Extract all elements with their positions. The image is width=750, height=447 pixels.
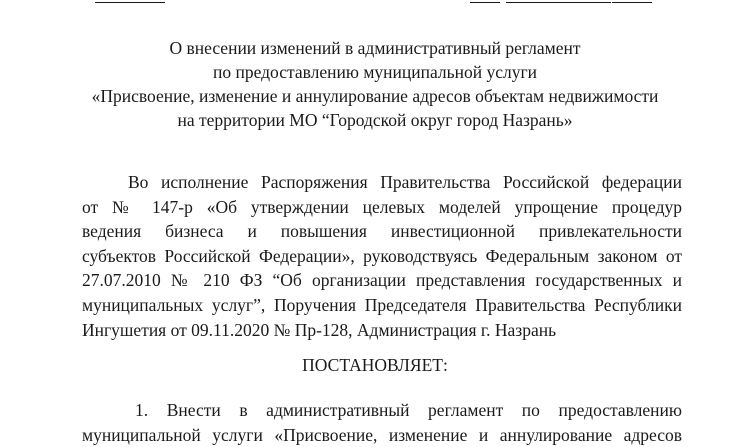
paragraph-line: Во исполнение Распоряжения Правительства Российской федерации [128, 172, 682, 192]
paragraph-line: Ингушетия от 09.11.2020 № Пр-128, Администрация г. Назрань [82, 319, 557, 340]
number-blank-3 [612, 2, 652, 3]
date-number-line [0, 0, 750, 4]
title-line: на территории МО “Городской округ город Назрань» [177, 110, 573, 130]
number-blank-2 [506, 2, 611, 3]
paragraph-line: 27.07.2010 № 210 ФЗ “Об организации представления государственных и [82, 270, 682, 291]
paragraph-line: муниципальной услуги «Присвоение, изменение и аннулирование адресов [82, 424, 682, 445]
clause-1-paragraph [82, 398, 682, 447]
preamble-paragraph [82, 170, 682, 342]
paragraph-line: 1. Внести в административный регламент по предоставлению [135, 400, 682, 420]
document-title [0, 36, 750, 132]
date-blank [95, 2, 165, 3]
paragraph-line: муниципальных услуг”, Поручения Председателя Правительства Республики [82, 294, 682, 315]
paragraph-line: субъектов Российской Федерации», руководствуясь Федеральным законом от [82, 245, 682, 266]
decree-heading: ПОСТАНОВЛЯЕТ: [302, 355, 448, 375]
title-line: по предоставлению муниципальной услуги [212, 62, 538, 82]
title-line: О внесении изменений в административный регламент [169, 38, 581, 58]
title-line: «Присвоение, изменение и аннулирование адресов объектам недвижимости [91, 86, 659, 106]
number-blank-1 [470, 2, 500, 3]
paragraph-line: ведения бизнеса и повышения инвестиционной привлекательности [82, 221, 682, 242]
paragraph-line: от № 147-р «Об утверждении целевых моделей упрощение процедур [82, 196, 682, 217]
